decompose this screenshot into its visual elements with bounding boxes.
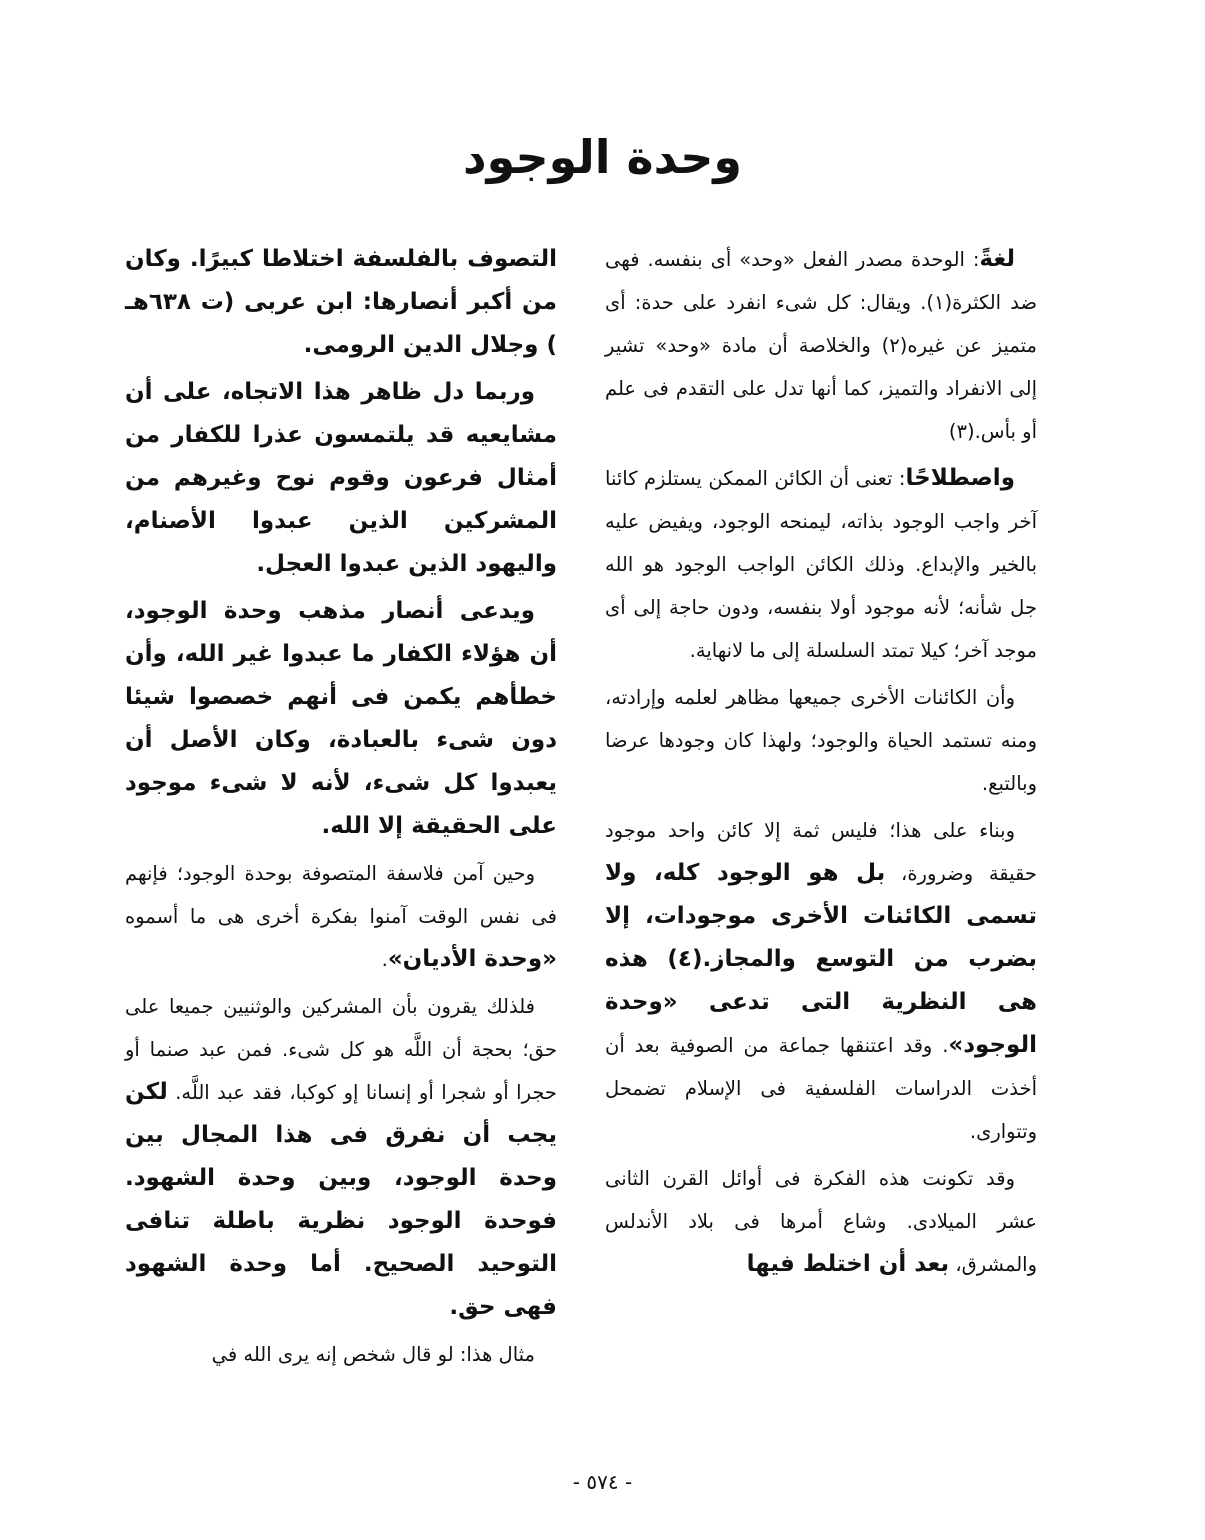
bold-text: «وحدة الأديان» [387,946,557,972]
paragraph [125,1333,557,1376]
bold-text: التصوف بالفلسفة اختلاطا كبيرًا. وكان من أكبر أنصارها: ابن عربى (ت ٦٣٨هـ ) وجلال الدين الرومى. [125,246,557,358]
body-text: : تعنى أن الكائن الممكن يستلزم كائنا آخر واجب الوجود بذاته، ليمنحه الوجود، ويفيض عليه بالخير والإبداع. وذلك الكائن الواجب الوجود هو الله جل شأنه؛ لأنه موجود أولا بنفسه، ودون حاجة إلى أى موجد آخر؛ كيلا تمتد السلسلة إلى ما لانهاية. [605,467,1037,662]
paragraph [125,371,557,586]
bold-text: لغةً [979,246,1015,272]
body-text: وأن الكائنات الأخرى جميعها مظاهر لعلمه وإرادته، ومنه تستمد الحياة والوجود؛ ولهذا كان وجودها عرضا وبالتبع. [605,686,1037,795]
bold-text: وربما دل ظاهر هذا الاتجاه، على أن مشايعيه قد يلتمسون عذرا للكفار من أمثال فرعون وقوم نوح وغيرهم من المشركين الذين عبدوا الأصنام، واليهود الذين عبدوا العجل. [125,379,557,577]
bold-text: بعد أن اختلط فيها [746,1251,950,1277]
paragraph [125,590,557,848]
bold-text: لكن يجب أن نفرق فى هذا المجال بين وحدة الوجود، وبين وحدة الشهود. فوحدة الوجود نظرية باطلة تنافى التوحيد الصحيح. أما وحدة الشهود فهى حق. [125,1079,557,1320]
paragraph [605,809,1037,1153]
body-text: وحين آمن فلاسفة المتصوفة بوحدة الوجود؛ فإنهم فى نفس الوقت آمنوا بفكرة أخرى هى ما أسموه [125,862,557,928]
body-text: . [381,948,388,971]
paragraph [605,676,1037,805]
bold-text: ويدعى أنصار مذهب وحدة الوجود، أن هؤلاء الكفار ما عبدوا غير الله، وأن خطأهم يكمن فى أنهم خصصوا شيئا دون شىء بالعبادة، وكان الأصل أن يعبدوا كل شىء، لأنه لا شىء موجود على الحقيقة إلا الله. [125,598,557,839]
left-column [125,238,557,1380]
page-number: - ٥٧٤ - [572,1470,633,1494]
right-column [605,238,1037,1290]
bold-text: بل هو الوجود كله، ولا تسمى الكائنات الأخرى موجودات، إلا بضرب من التوسع والمجاز.(٤) هذه هى النظرية التى تدعى «وحدة الوجود» [605,860,1037,1058]
bold-text: واصطلاحًا [905,465,1015,491]
paragraph [125,985,557,1329]
paragraph [605,1157,1037,1286]
page-title: وحدة الوجود [463,130,742,184]
body-text: وبناء على هذا؛ فليس ثمة إلا كائن واحد موجود حقيقة وضرورة، [605,819,1037,885]
body-text: : الوحدة مصدر الفعل «وحد» أى بنفسه. فهى ضد الكثرة(١). ويقال: كل شىء انفرد على حدة: أى متميز عن غيره(٢) والخلاصة أن مادة «وحد» تشير إلى الانفراد والتميز، كما أنها تدل على التقدم فى علم أو بأس.(٣) [605,248,1037,443]
paragraph [125,852,557,981]
paragraph [125,238,557,367]
body-text: مثال هذا: لو قال شخص إنه يرى الله في [211,1343,535,1366]
body-text: فلذلك يقرون بأن المشركين والوثنيين جميعا على حق؛ بحجة أن اللَّه هو كل شىء. فمن عبد صنما أو حجرا أو شجرا أو إنسانا إو كوكبا، فقد عبد اللَّه. [125,995,557,1104]
body-text: . وقد اعتنقها جماعة من الصوفية بعد أن أخذت الدراسات الفلسفية فى الإسلام تضمحل وتتوارى. [605,1034,1037,1143]
paragraph [605,238,1037,453]
body-text: وقد تكونت هذه الفكرة فى أوائل القرن الثانى عشر الميلادى. وشاع أمرها فى بلاد الأندلس والمشرق، [605,1167,1037,1276]
paragraph [605,457,1037,672]
